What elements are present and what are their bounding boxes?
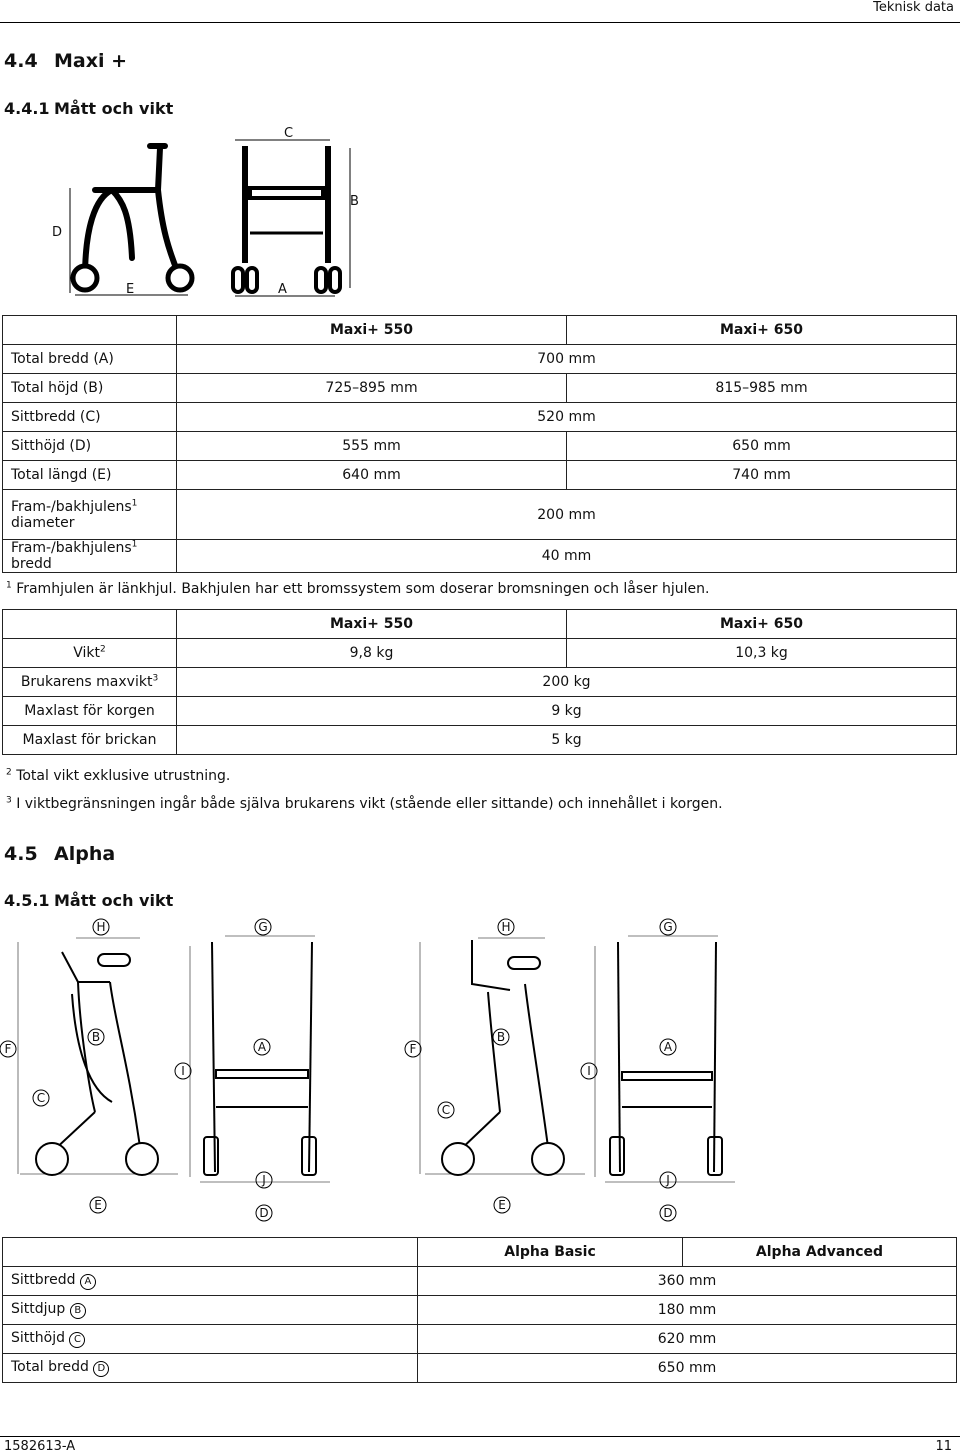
- document-id: 1582613-A: [4, 1439, 76, 1454]
- diagram-label-g: G: [258, 920, 268, 934]
- row-label: Total bredd D: [3, 1354, 418, 1383]
- cell-value: 700 mm: [177, 345, 957, 374]
- cell-value: 10,3 kg: [567, 639, 957, 668]
- diagram-label-d: D: [52, 225, 63, 240]
- diagram-label-c-2: C: [441, 1103, 451, 1117]
- table-row: [3, 1296, 957, 1325]
- maxi-dimensions-table: [2, 315, 957, 573]
- subsection-title: Mått och vikt: [54, 891, 174, 910]
- row-label: Fram-/bakhjulens$^1$ bredd: [3, 540, 177, 573]
- diagram-label-b-2: B: [496, 1030, 506, 1044]
- diagram-label-d-2: D: [663, 1206, 673, 1220]
- diagram-label-e: E: [126, 282, 135, 297]
- cell-value: 650 mm: [418, 1354, 957, 1383]
- cell-value: 815–985 mm: [567, 374, 957, 403]
- cell-value: 640 mm: [177, 461, 567, 490]
- cell-value: 650 mm: [567, 432, 957, 461]
- row-label: Maxlast för korgen: [3, 697, 177, 726]
- diagram-label-j-2: J: [666, 1173, 670, 1187]
- front-view-frame: [245, 146, 328, 263]
- row-label: Sittbredd (C): [3, 403, 177, 432]
- diagram-label-c: C: [36, 1091, 46, 1105]
- cell-value: 5 kg: [177, 726, 957, 755]
- footer-rule: [0, 1436, 960, 1437]
- table-row: [3, 345, 957, 374]
- table-header-row: [3, 316, 957, 345]
- subsection-title: Mått och vikt: [54, 99, 174, 118]
- column-header: Maxi+ 650: [567, 610, 957, 639]
- row-label: Sittdjup B: [3, 1296, 418, 1325]
- diagram-label-f-2: F: [409, 1042, 417, 1056]
- section-heading-alpha: [4, 843, 115, 865]
- circled-letter-icon: D: [93, 1361, 109, 1377]
- column-header: Maxi+ 550: [177, 610, 567, 639]
- cell-value: 9,8 kg: [177, 639, 567, 668]
- cell-value: 620 mm: [418, 1325, 957, 1354]
- table-row: [3, 374, 957, 403]
- running-header: Teknisk data: [873, 0, 954, 15]
- row-label: Sitthöjd (D): [3, 432, 177, 461]
- table-row: [3, 1325, 957, 1354]
- cell-value: 360 mm: [418, 1267, 957, 1296]
- row-label: Vikt$^2$: [3, 639, 177, 668]
- table-row: [3, 697, 957, 726]
- footnote-3: $^3$ I viktbegränsningen ingår både själva brukarens vikt (stående eller sittande) och innehållet i korgen.: [6, 795, 723, 812]
- diagram-label-d: D: [259, 1206, 269, 1220]
- row-label: Total höjd (B): [3, 374, 177, 403]
- diagram-label-g-2: G: [663, 920, 673, 934]
- alpha-advanced-side-view: [458, 940, 548, 1152]
- table-row: [3, 432, 957, 461]
- circled-letter-icon: C: [69, 1332, 85, 1348]
- column-header: Maxi+ 650: [567, 316, 957, 345]
- table-header-row: [3, 610, 957, 639]
- table-row: [3, 540, 957, 573]
- cell-value: 200 kg: [177, 668, 957, 697]
- diagram-label-j: J: [262, 1173, 266, 1187]
- alpha-basic-front-view: [204, 942, 316, 1175]
- subsection-number: 4.4.1: [4, 99, 50, 118]
- table-header-row: [3, 1238, 957, 1267]
- diagram-label-i: I: [181, 1064, 185, 1078]
- alpha-advanced-front-view: [610, 942, 722, 1175]
- row-label: Total längd (E): [3, 461, 177, 490]
- column-header: Alpha Advanced: [683, 1238, 957, 1267]
- front-wheel-icon: [168, 266, 192, 290]
- table-row: [3, 403, 957, 432]
- table-row: [3, 1354, 957, 1383]
- cell-value: 725–895 mm: [177, 374, 567, 403]
- cell-value: 520 mm: [177, 403, 957, 432]
- diagram-label-f: F: [4, 1042, 12, 1056]
- section-title: Alpha: [54, 843, 116, 865]
- alpha-dimension-diagram: [0, 912, 960, 1224]
- diagram-label-e-2: E: [498, 1198, 506, 1212]
- diagram-label-h-2: H: [501, 920, 511, 934]
- section-title: Maxi +: [54, 50, 128, 72]
- column-header: Alpha Basic: [418, 1238, 683, 1267]
- row-label: Sitthöjd C: [3, 1325, 418, 1354]
- table-row: [3, 490, 957, 540]
- row-label: Brukarens maxvikt$^3$: [3, 668, 177, 697]
- row-label: Maxlast för brickan: [3, 726, 177, 755]
- maxi-dimension-diagram: [40, 118, 380, 300]
- page-number: 11: [935, 1439, 952, 1454]
- diagram-label-a: A: [257, 1040, 267, 1054]
- circled-letter-icon: A: [80, 1274, 96, 1290]
- rear-wheel-icon: [73, 266, 97, 290]
- table-row: [3, 726, 957, 755]
- diagram-label-b: B: [350, 194, 359, 209]
- diagram-label-a-2: A: [663, 1040, 673, 1054]
- section-number: 4.4: [4, 50, 38, 72]
- diagram-label-b: B: [91, 1030, 101, 1044]
- cell-value: 200 mm: [177, 490, 957, 540]
- alpha-basic-side-view: [52, 952, 140, 1152]
- table-row: [3, 461, 957, 490]
- diagram-label-a: A: [278, 282, 287, 297]
- side-view-frame: [85, 146, 178, 278]
- cell-value: 740 mm: [567, 461, 957, 490]
- subsection-heading-maxi: [4, 99, 173, 118]
- footnote-1: $^1$ Framhjulen är länkhjul. Bakhjulen har ett bromssystem som doserar bromsningen och låser hjulen.: [6, 580, 710, 597]
- cell-value: 555 mm: [177, 432, 567, 461]
- header-rule: [0, 22, 960, 23]
- diagram-label-e: E: [94, 1198, 102, 1212]
- row-label: Total bredd (A): [3, 345, 177, 374]
- diagram-label-c: C: [284, 126, 294, 141]
- column-header: Maxi+ 550: [177, 316, 567, 345]
- table-row: [3, 668, 957, 697]
- maxi-weight-table: [2, 609, 957, 755]
- table-row: [3, 1267, 957, 1296]
- footnote-2: $^2$ Total vikt exklusive utrustning.: [6, 767, 231, 784]
- section-heading-maxi: [4, 50, 127, 72]
- table-row: [3, 639, 957, 668]
- row-label: Sittbredd A: [3, 1267, 418, 1296]
- row-label: Fram-/bakhjulens$^1$ diameter: [3, 490, 177, 540]
- cell-value: 180 mm: [418, 1296, 957, 1325]
- cell-value: 9 kg: [177, 697, 957, 726]
- section-number: 4.5: [4, 843, 38, 865]
- subsection-number: 4.5.1: [4, 891, 50, 910]
- circled-letter-icon: B: [70, 1303, 86, 1319]
- diagram-label-h: H: [96, 920, 106, 934]
- subsection-heading-alpha: [4, 891, 173, 910]
- alpha-dimensions-table: [2, 1237, 957, 1383]
- diagram-label-i-2: I: [587, 1064, 591, 1078]
- cell-value: 40 mm: [177, 540, 957, 573]
